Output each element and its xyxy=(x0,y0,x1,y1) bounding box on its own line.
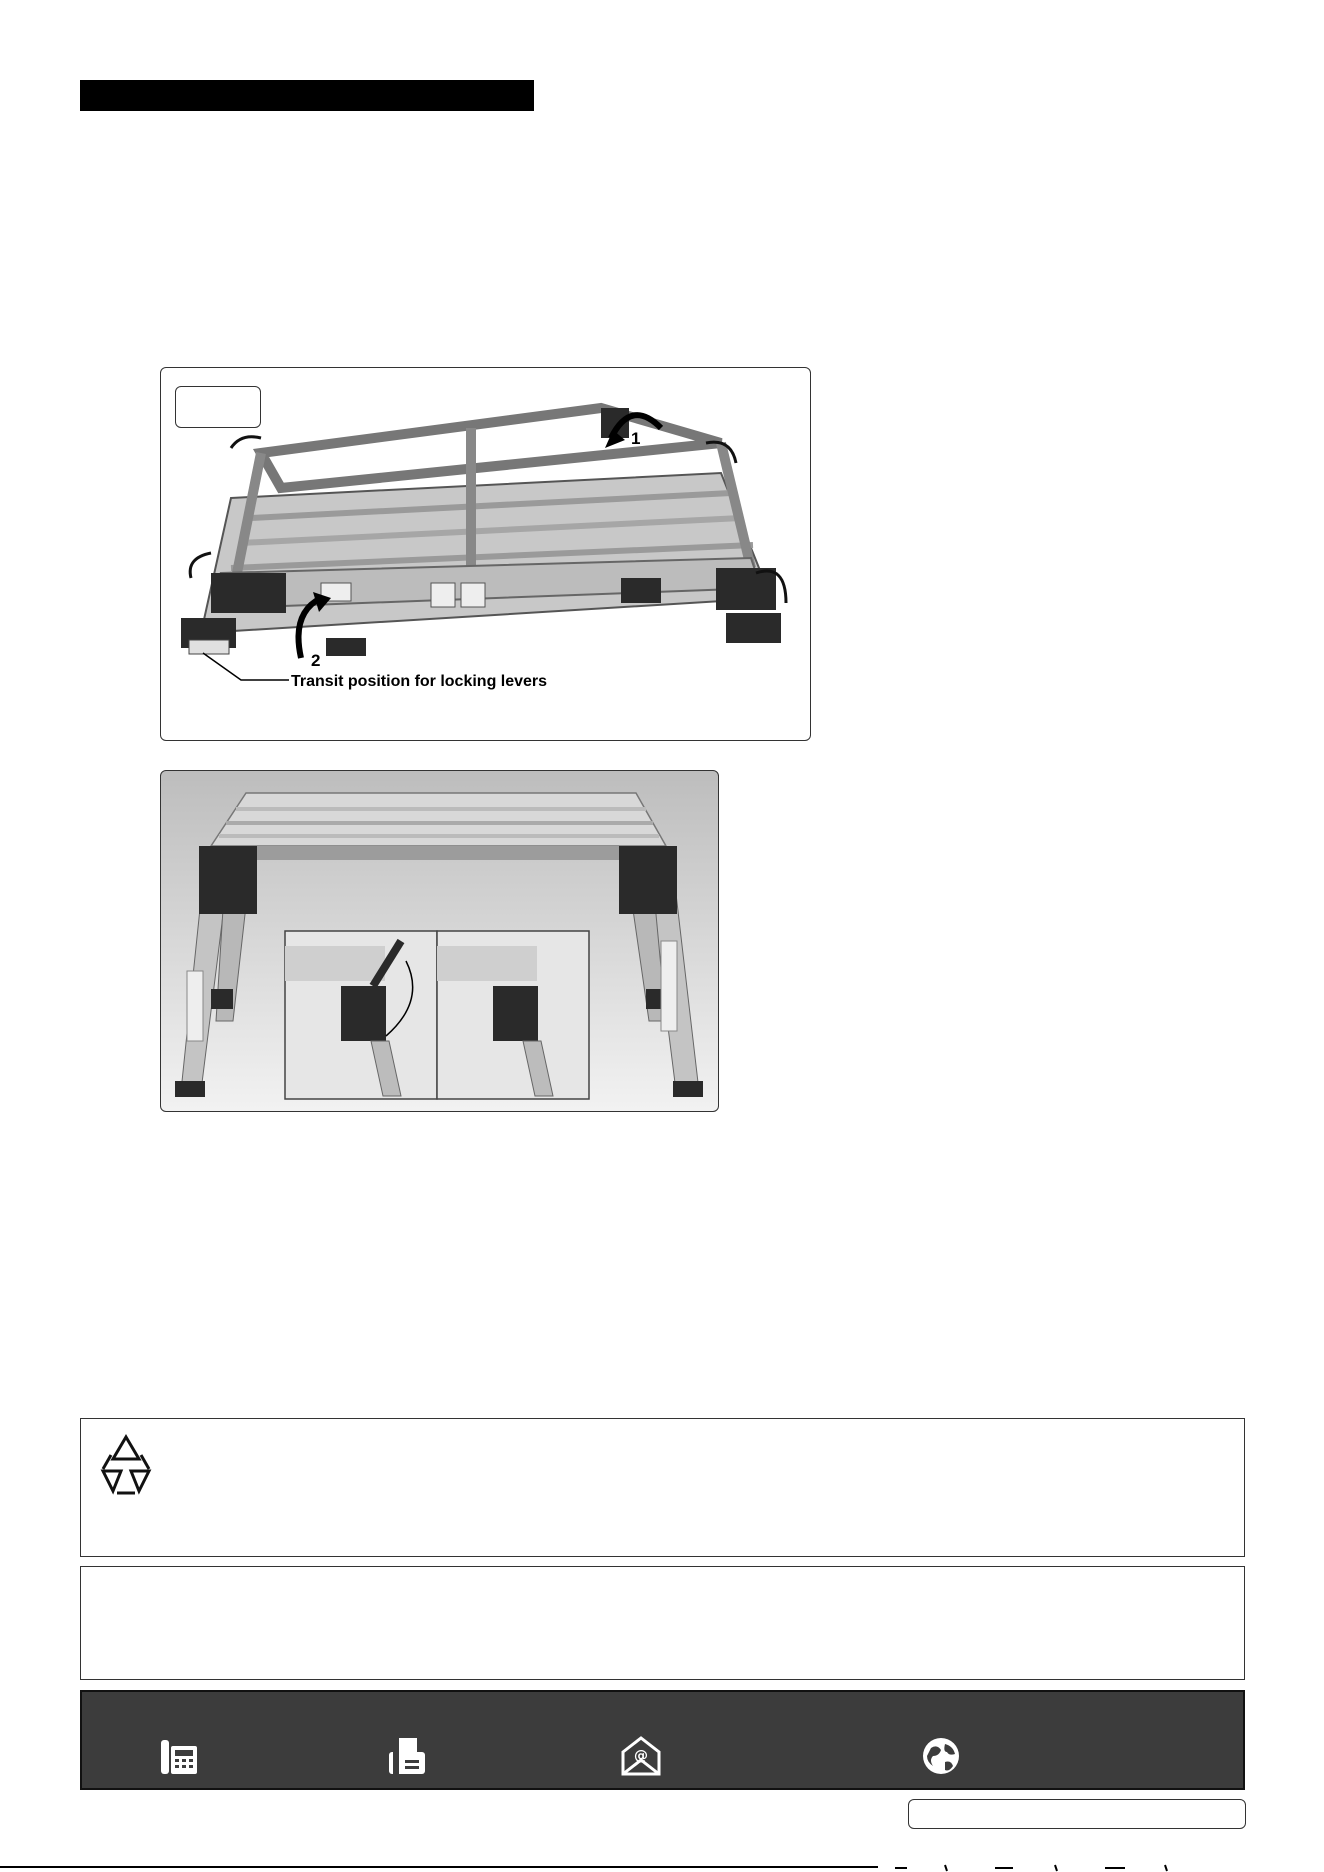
globe-icon xyxy=(919,1734,963,1778)
step-1-label: 1 xyxy=(631,429,641,448)
recycling-notice-box xyxy=(80,1418,1245,1557)
recycle-icon xyxy=(91,1431,161,1501)
erected-platform-illustration xyxy=(161,771,718,1111)
figure-folded-platform xyxy=(160,367,811,741)
figure-erected-platform xyxy=(160,770,719,1112)
notice-box xyxy=(80,1566,1245,1680)
transit-position-caption: Transit position for locking levers xyxy=(291,673,548,690)
footer-rule xyxy=(0,1866,878,1868)
email-icon xyxy=(619,1734,663,1778)
section-title-bar xyxy=(80,80,534,111)
folded-platform-illustration xyxy=(161,368,810,740)
fax-icon xyxy=(385,1734,429,1778)
step-2-label: 2 xyxy=(311,651,321,670)
reference-box xyxy=(908,1799,1246,1829)
contact-bar xyxy=(80,1690,1245,1790)
footer-marks xyxy=(885,1862,1205,1872)
svg-text:@: @ xyxy=(634,1748,648,1764)
telephone-icon xyxy=(157,1734,201,1778)
